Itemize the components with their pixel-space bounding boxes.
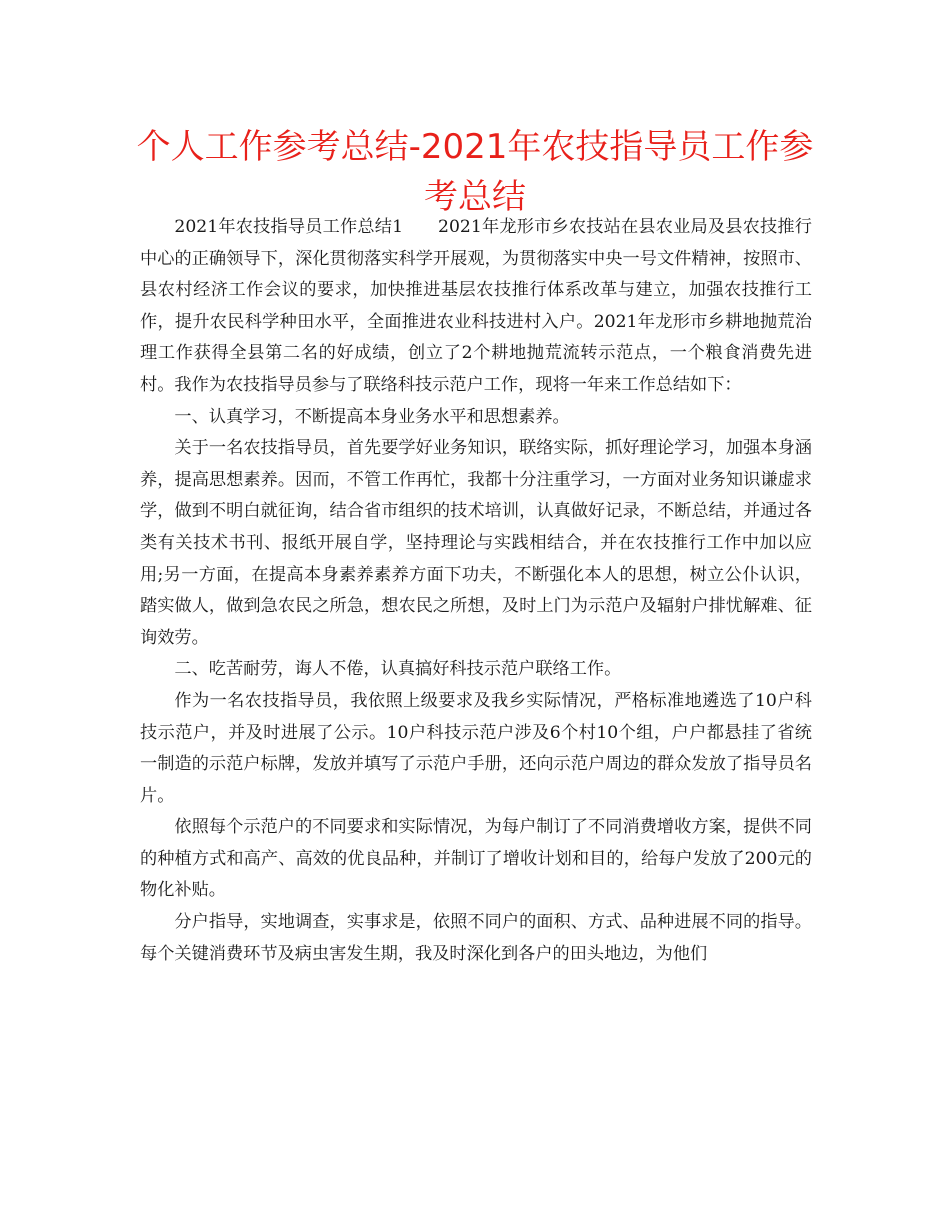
document-body — [140, 212, 812, 970]
paragraph-field-guidance: 分户指导，实地调查，实事求是，依照不同户的面积、方式、品种进展不同的指导。每个关键消费环节及病虫害发生期，我及时深化到各户的田头地边，为他们 — [140, 912, 812, 964]
paragraph-intro: 2021年农技指导员工作总结1 2021年龙形市乡农技站在县农业局及县农技推行中心的正确领导下，深化贯彻落实科学开展观，为贯彻落实中央一号文件精神，按照市、县农村经济工作会议的要求，加快推进基层农技推行体系改革与建立，加强农技推行工作，提升农民科学种田水平，全面推进农业科技进村入户。2021年龙形市乡耕地抛荒治理工作获得全县第二名的好成绩，创立了2个耕地抛荒流转示范点，一个粮食消费先进村。我作为农技指导员参与了联络科技示范户工作，现将一年来工作总结如下： — [140, 217, 812, 395]
paragraph-income-plan: 依照每个示范户的不同要求和实际情况，为每户制订了不同消费增收方案，提供不同的种植方式和高产、高效的优良品种，并制订了增收计划和目的，给每户发放了200元的物化补贴。 — [140, 817, 812, 901]
section-heading-1: 一、认真学习，不断提高本身业务水平和思想素养。 — [174, 406, 570, 427]
document-title: 个人工作参考总结-2021年农技指导员工作参考总结 — [136, 127, 814, 217]
paragraph-demonstration-households: 作为一名农技指导员，我依照上级要求及我乡实际情况，严格标准地遴选了10户科技示范户，并及时进展了公示。10户科技示范户涉及6个村10个组，户户都悬挂了省统一制造的示范户标牌，发放并填写了示范户手册，还向示范户周边的群众发放了指导员名片。 — [140, 690, 812, 806]
section-heading-2: 二、吃苦耐劳，诲人不倦，认真搞好科技示范户联络工作。 — [174, 659, 622, 680]
paragraph-study: 关于一名农技指导员，首先要学好业务知识，联络实际，抓好理论学习，加强本身涵养，提高思想素养。因而，不管工作再忙，我都十分注重学习，一方面对业务知识谦虚求学，做到不明白就征询，结合省市组织的技术培训，认真做好记录，不断总结，并通过各类有关技术书刊、报纸开展自学，坚持理论与实践相结合，并在农技推行工作中加以应用;另一方面，在提高本身素养素养方面下功夫，不断强化本人的思想，树立公仆认识，踏实做人，做到急农民之所急，想农民之所想，及时上门为示范户及辐射户排忧解难、征询效劳。 — [140, 438, 812, 648]
